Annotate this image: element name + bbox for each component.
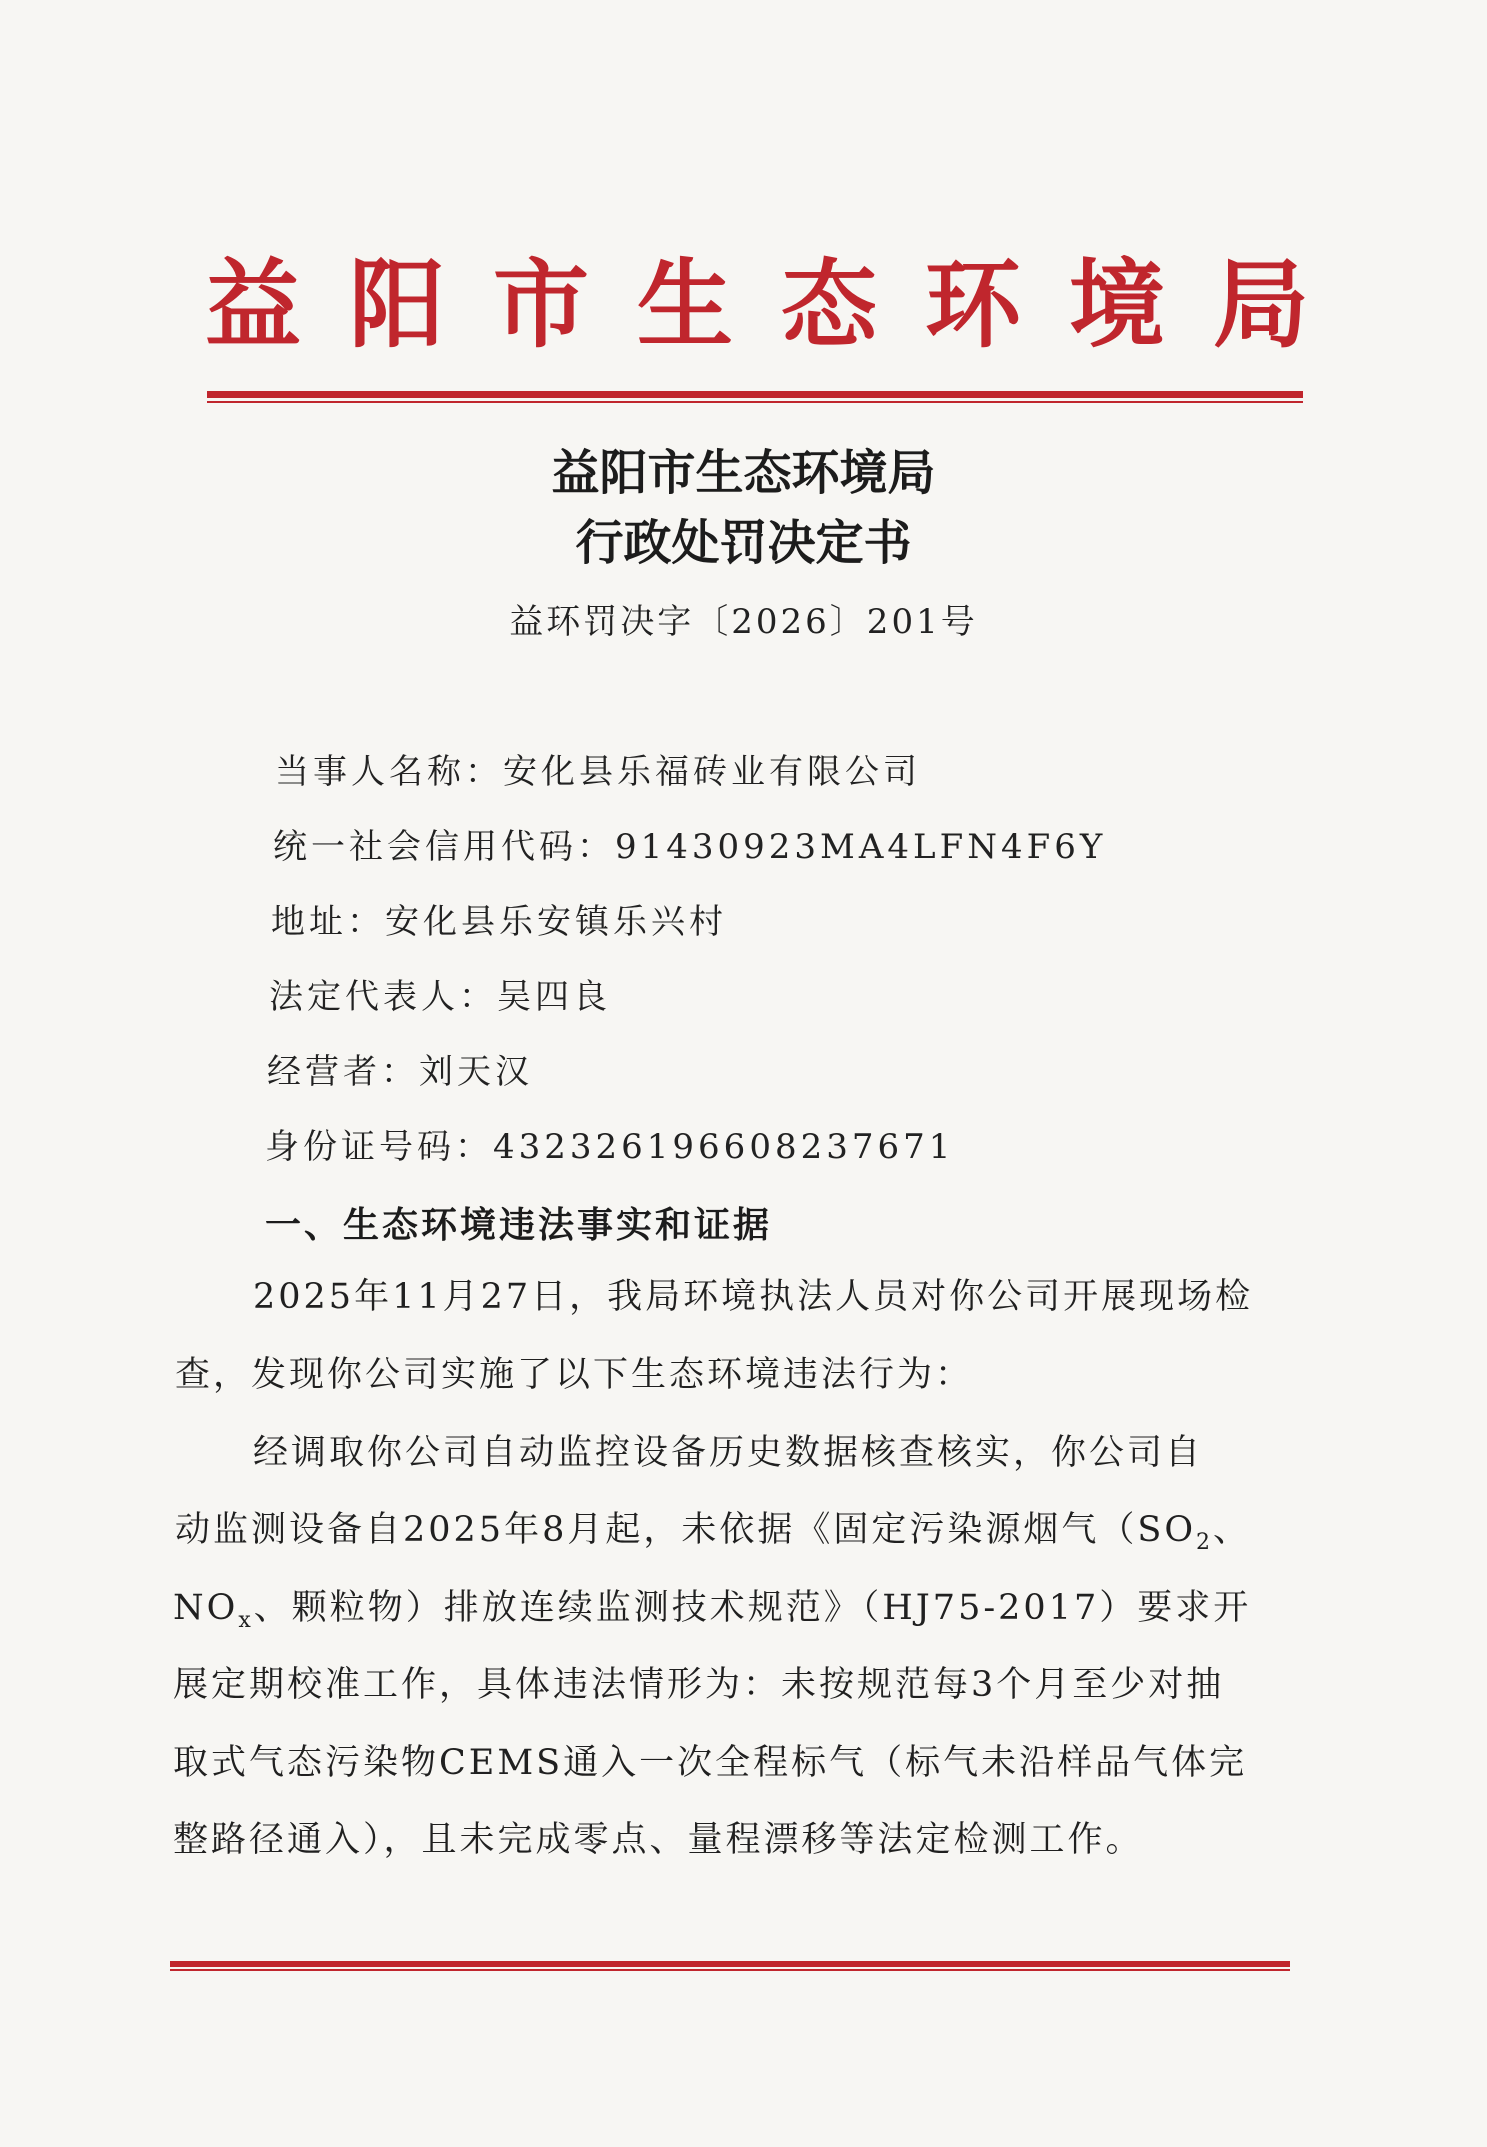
- party-name-label: 当事人名称：: [275, 752, 503, 792]
- address-label: 地址：: [271, 902, 385, 942]
- document-title-line2: 行政处罚决定书: [575, 515, 912, 571]
- paragraph-line: 经调取你公司自动监控设备历史数据核查核实，你公司自: [253, 1433, 1204, 1473]
- operator-value: 刘天汉: [419, 1052, 533, 1092]
- footer-red-rule: [170, 1961, 1290, 1967]
- document-number: 益环罚决字〔2026〕201号: [509, 602, 978, 642]
- paragraph-line: 取式气态污染物CEMS通入一次全程标气（标气未沿样品气体完: [173, 1743, 1248, 1783]
- footer-red-rule-thin: [170, 1969, 1290, 1971]
- operator-label: 经营者：: [267, 1052, 419, 1092]
- id-number-label: 身份证号码：: [265, 1127, 493, 1167]
- paragraph-text: 、颗粒物）排放连续监测技术规范》（HJ75-2017）要求开: [253, 1588, 1252, 1628]
- paragraph-text: 、: [1213, 1510, 1252, 1550]
- paragraph-line: 查，发现你公司实施了以下生态环境违法行为：: [175, 1355, 974, 1395]
- paragraph-line: 展定期校准工作，具体违法情形为：未按规范每3个月至少对抽: [173, 1665, 1225, 1705]
- legal-rep-value: 吴四良: [497, 977, 611, 1017]
- paragraph-line: [173, 1583, 1251, 1646]
- id-number-value: 432326196608237671: [493, 1127, 955, 1167]
- legal-rep-row: [269, 973, 611, 1021]
- letterhead-red-rule: [207, 391, 1303, 398]
- letterhead-agency-name: 益阳市生态环境局: [205, 248, 1357, 361]
- paragraph-line: 2025年11月27日，我局环境执法人员对你公司开展现场检: [253, 1277, 1254, 1317]
- subscript: 2: [1196, 1530, 1214, 1555]
- credit-code-row: [273, 823, 1106, 871]
- operator-row: [267, 1048, 533, 1096]
- id-number-row: [265, 1123, 954, 1171]
- address-row: [271, 898, 727, 946]
- paragraph-text: 动监测设备自2025年8月起，未依据《固定污染源烟气（SO: [175, 1510, 1197, 1550]
- section-heading-violation-facts: 一、生态环境违法事实和证据: [265, 1204, 773, 1246]
- paragraph-line: 整路径通入），且未完成零点、量程漂移等法定检测工作。: [173, 1820, 1144, 1860]
- party-name-value: 安化县乐福砖业有限公司: [503, 752, 921, 792]
- letterhead-red-rule-thin: [207, 401, 1303, 403]
- paragraph-text: NO: [173, 1588, 239, 1628]
- party-name-row: [275, 748, 921, 796]
- address-value: 安化县乐安镇乐兴村: [385, 902, 727, 942]
- document-title-line1: 益阳市生态环境局: [551, 445, 936, 501]
- paragraph-line: [175, 1505, 1251, 1568]
- subscript: x: [238, 1608, 254, 1633]
- credit-code-label: 统一社会信用代码：: [273, 827, 615, 867]
- legal-rep-label: 法定代表人：: [269, 977, 497, 1017]
- credit-code-value: 91430923MA4LFN4F6Y: [615, 827, 1107, 867]
